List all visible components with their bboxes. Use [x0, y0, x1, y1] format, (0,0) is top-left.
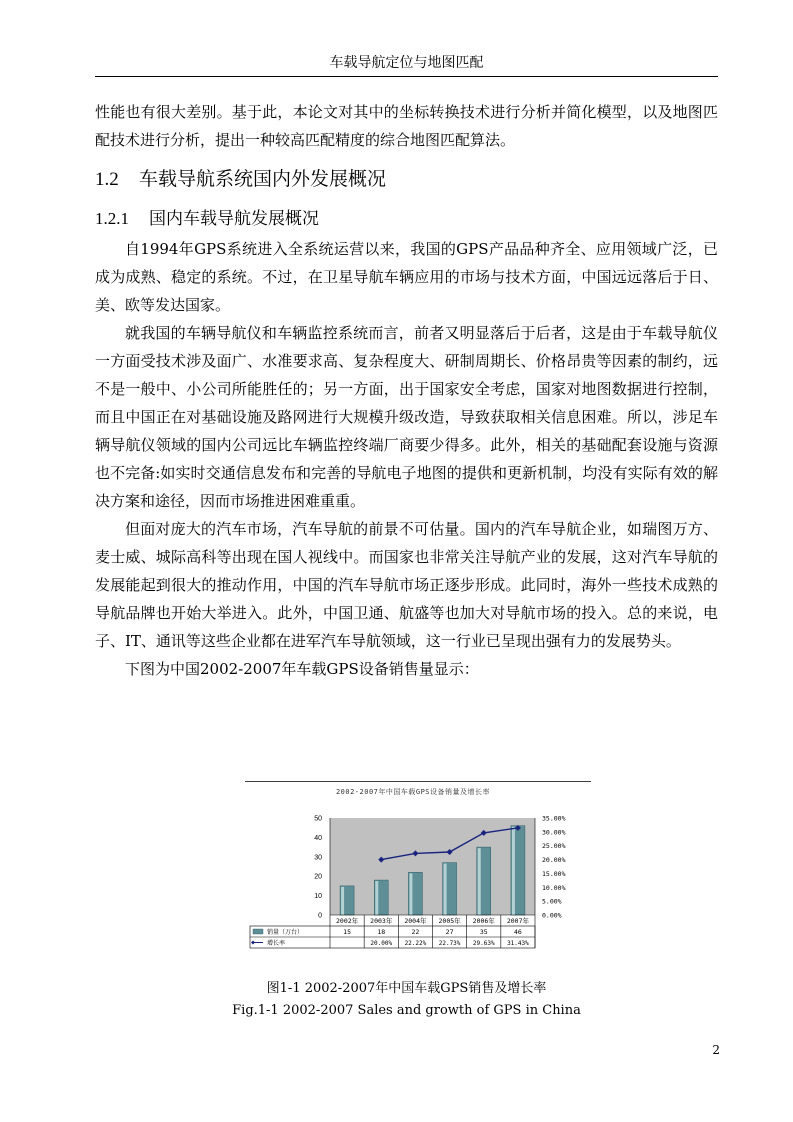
body-paragraph: 但面对庞大的汽车市场，汽车导航的前景不可估量。国内的汽车导航企业，如瑞图万方、麦士威、城际高科等出现在国人视线中。而国家也非常关注导航产业的发展，这对汽车导航的发展能起到很大的推动作用，中国的汽车导航市场正逐步形成。此同时，海外一些技术成熟的导航品牌也开始大举进入。此外，中国卫通、航盛等也加大对导航市场的投入。总的来说，电子、IT、通讯等这些企业都在进军汽车导航领域，这一行业已呈现出强有力的发展势头。: [95, 520, 718, 650]
right-tick-label: 15.00%: [542, 869, 566, 878]
right-tick-label: 30.00%: [542, 828, 566, 837]
intro-paragraph-block: [95, 98, 718, 154]
growth-data-label: 22.22%: [404, 940, 427, 947]
left-tick-label: 40: [314, 834, 322, 842]
bar-data-label: 46: [514, 928, 522, 936]
bar-highlight: [409, 873, 412, 915]
body-paragraph: 就我国的车辆导航仪和车辆监控系统而言，前者又明显落后于后者，这是由于车载导航仪一方面受技术涉及面广、水准要求高、复杂程度大、研制周期长、价格昂贵等因素的制约，远不是一般中、小公司所能胜任的；另一方面，出于国家安全考虑，国家对地图数据进行控制，而且中国正在对基础设施及路网进行大规模升级改造，导致获取相关信息困难。所以，涉足车辆导航仪领域的国内公司远比车辆监控终端厂商要少得多。此外，相关的基础配套设施与资源也不完备:如实时交通信息发布和完善的导航电子地图的提供和更新机制，均没有实际有效的解决方案和途径，因而市场推进困难重重。: [95, 324, 718, 510]
section-heading: [95, 166, 386, 193]
section-number: 1.2: [95, 169, 119, 190]
body-paragraphs: [95, 235, 718, 683]
bar-highlight: [341, 887, 344, 915]
legend-key-bar: [253, 929, 263, 934]
legend-label-line: 增长率: [267, 940, 286, 947]
chart-title: 2002-2007年中国车载GPS设备销量及增长率: [335, 788, 491, 796]
bar-data-label: 27: [445, 928, 454, 936]
subsection-title: 国内车载导航发展概况: [149, 209, 319, 229]
x-tick-label: 2002年: [336, 917, 359, 925]
x-tick-label: 2003年: [370, 917, 393, 925]
right-tick-label: 0.00%: [542, 911, 562, 920]
right-tick-label: 35.00%: [542, 814, 566, 823]
header-rule: [95, 76, 718, 77]
growth-data-label: 29.63%: [472, 940, 495, 947]
sales-chart: [245, 781, 591, 964]
plot-area: [330, 818, 535, 915]
right-tick-label: 5.00%: [542, 897, 562, 906]
bar-data-label: 15: [343, 928, 351, 936]
figure-caption-en: Fig.1-1 2002-2007 Sales and growth of GPS in China: [232, 1003, 581, 1018]
legend-key-marker: [251, 941, 255, 945]
legend-label-bar: 销量（万台）: [267, 929, 304, 936]
subsection-number: 1.2.1: [95, 209, 129, 228]
body-paragraph: 下图为中国2002-2007年车载GPS设备销售量显示：: [125, 660, 479, 678]
right-tick-label: 25.00%: [542, 842, 566, 851]
right-tick-label: 10.00%: [542, 883, 566, 892]
left-tick-label: 20: [314, 873, 322, 881]
bar-data-label: 35: [479, 928, 488, 936]
running-header: 车载导航定位与地图匹配: [329, 55, 484, 71]
left-tick-label: 10: [314, 893, 322, 901]
left-tick-label: 50: [314, 815, 322, 823]
x-tick-label: 2006年: [472, 917, 495, 925]
section-title: 车载导航系统国内外发展概况: [139, 168, 387, 190]
x-tick-label: 2007年: [506, 917, 529, 925]
bar-highlight: [375, 881, 378, 915]
left-tick-label: 30: [314, 854, 322, 862]
growth-data-label: 20.00%: [370, 940, 393, 947]
page-number: 2: [712, 1043, 720, 1057]
bar-data-label: 22: [411, 928, 420, 936]
x-tick-label: 2005年: [438, 917, 461, 925]
right-tick-label: 20.00%: [542, 856, 566, 865]
figure-caption-cn: 图1-1 2002-2007年中国车载GPS销售及增长率: [266, 981, 547, 996]
growth-data-label: 22.73%: [438, 940, 461, 947]
bar-highlight: [512, 827, 515, 915]
growth-data-label: 31.43%: [507, 940, 529, 947]
intro-paragraph: 性能也有很大差别。基于此，本论文对其中的坐标转换技术进行分析并简化模型，以及地图匹配技术进行分析，提出一种较高匹配精度的综合地图匹配算法。: [95, 103, 718, 149]
sales-chart-figure: [245, 781, 591, 964]
bar-data-label: 18: [377, 928, 386, 936]
body-paragraph: 自1994年GPS系统进入全系统运营以来，我国的GPS产品品种齐全、应用领域广泛，已成为成熟、稳定的系统。不过，在卫星导航车辆应用的市场与技术方面，中国远远落后于日、美、欧等发达国家。: [95, 240, 718, 314]
bar-highlight: [478, 848, 481, 915]
subsection-heading: [95, 207, 319, 231]
bar-highlight: [444, 864, 447, 915]
left-tick-label: 0: [318, 912, 322, 920]
x-tick-label: 2004年: [404, 917, 427, 925]
